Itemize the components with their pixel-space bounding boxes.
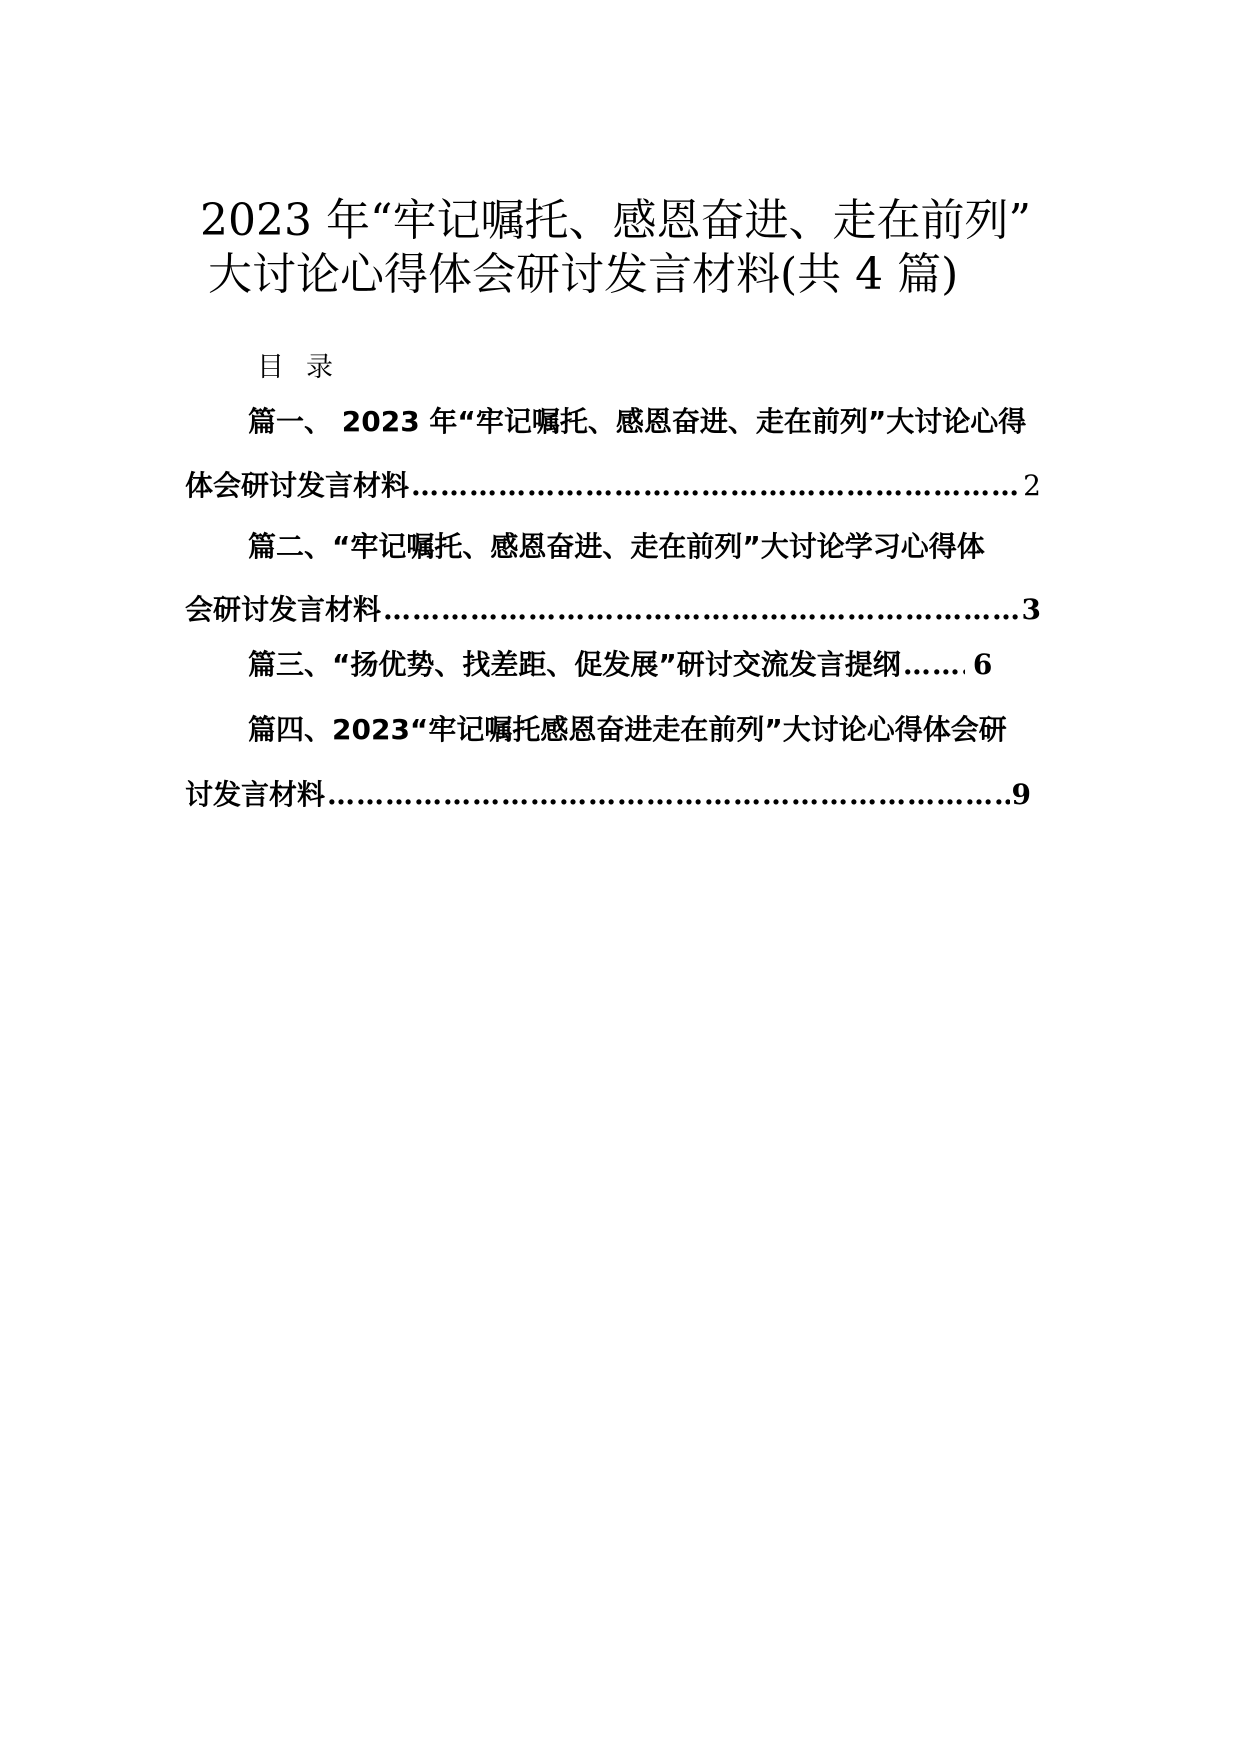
toc-entry-1-text: 篇一、 2023 年“牢记嘱托、感恩奋进、走在前列”大讨论心得 bbox=[248, 405, 1027, 438]
toc-entry-1-text-cont: 体会研讨发言材料 bbox=[185, 469, 410, 502]
toc-entry-1-line-2[interactable] bbox=[185, 466, 1041, 506]
toc-entry-1-line-1[interactable] bbox=[248, 402, 1026, 442]
toc-entry-4-line-1[interactable] bbox=[248, 710, 1007, 750]
toc-entry-2-page: 3 bbox=[1021, 593, 1041, 626]
document-title-line-2: 大讨论心得体会研讨发言材料(共 4 篇) bbox=[208, 249, 959, 300]
toc-entry-3-line-1[interactable] bbox=[248, 645, 1028, 685]
toc-entry-3-text: 篇三、“扬优势、找差距、促发展”研讨交流发言提纲 bbox=[248, 648, 901, 681]
toc-entry-2-text-cont: 会研讨发言材料 bbox=[185, 593, 382, 626]
toc-entry-1-leader bbox=[411, 466, 1021, 506]
toc-entry-2-text: 篇二、“牢记嘱托、感恩奋进、走在前列”大讨论学习心得体 bbox=[248, 530, 985, 563]
toc-heading: 目录 bbox=[257, 352, 355, 383]
toc-entry-4-line-2[interactable] bbox=[185, 775, 1031, 815]
toc-entry-3-page: 6 bbox=[972, 648, 993, 681]
toc-entry-2-leader bbox=[383, 590, 1020, 630]
toc-entry-3-leader bbox=[903, 645, 965, 685]
toc-entry-1-page: 2 bbox=[1023, 469, 1041, 502]
toc-entry-4-text: 篇四、2023“牢记嘱托感恩奋进走在前列”大讨论心得体会研 bbox=[248, 713, 1007, 746]
toc-entry-4-text-cont: 讨发言材料 bbox=[185, 778, 326, 811]
toc-entry-2-line-1[interactable] bbox=[248, 527, 985, 567]
document-title-line-1: 2023 年“牢记嘱托、感恩奋进、走在前列” bbox=[200, 195, 1031, 246]
toc-entry-4-leader bbox=[327, 775, 1010, 815]
toc-entry-2-line-2[interactable] bbox=[185, 590, 1041, 630]
toc-entry-4-page: 9 bbox=[1011, 778, 1031, 811]
